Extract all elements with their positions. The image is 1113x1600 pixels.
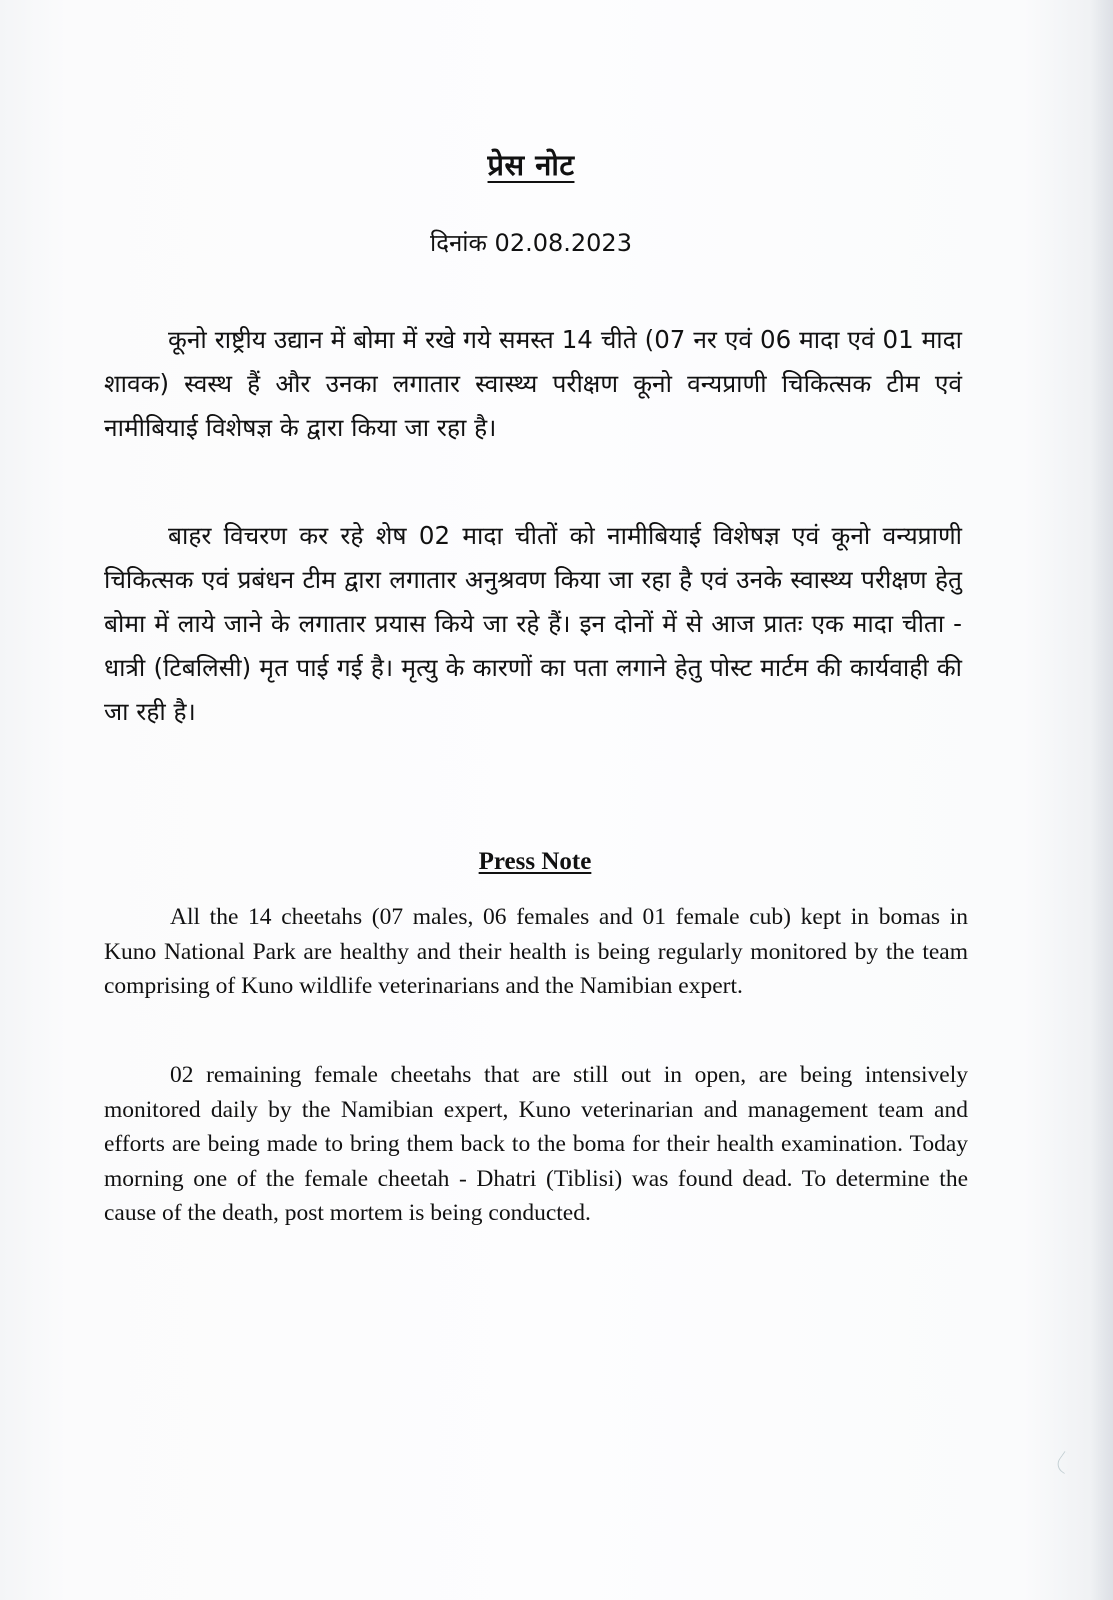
hindi-date: दिनांक 02.08.2023	[430, 229, 632, 257]
english-paragraph-1: All the 14 cheetahs (07 males, 06 females and 01 female cub) kept in bomas in Kuno National Park are healthy and their health is being regularly monitored by the team comprising of Kuno wildlife veterinarians and the Namibian expert.	[104, 904, 968, 999]
pen-mark	[1054, 1451, 1076, 1474]
english-title: Press Note	[478, 848, 592, 875]
hindi-paragraph-2: बाहर विचरण कर रहे शेष 02 मादा चीतों को नामीबियाई विशेषज्ञ एवं कूनो वन्यप्राणी चिकित्सक एवं प्रबंधन टीम द्वारा लगातार अनुश्रवण किया जा रहा है एवं उनके स्वास्थ्य परीक्षण हेतु बोमा में लाये जाने के लगातार प्रयास किये जा रहे हैं। इन दोनों में से आज प्रातः एक मादा चीता - धात्री (टिबलिसी) मृत पाई गई है। मृत्यु के कारणों का पता लगाने हेतु पोस्ट मार्टम की कार्यवाही की जा रही है।	[104, 521, 962, 726]
hindi-title: प्रेस नोट	[487, 148, 575, 182]
hindi-paragraph-1: कूनो राष्ट्रीय उद्यान में बोमा में रखे गये समस्त 14 चीते (07 नर एवं 06 मादा एवं 01 मादा शावक) स्वस्थ हैं और उनका लगातार स्वास्थ्य परीक्षण कूनो वन्यप्राणी चिकित्सक टीम एवं नामीबियाई विशेषज्ञ के द्वारा किया जा रहा है।	[104, 325, 962, 442]
english-paragraph-2: 02 remaining female cheetahs that are still out in open, are being intensively monitored daily by the Namibian expert, Kuno veterinarian and management team and efforts are being made to bring them back to the boma for their health examination. Today morning one of the female cheetah - Dhatri (Tiblisi) was found dead. To determine the cause of the death, post mortem is being conducted.	[104, 1062, 968, 1226]
paper-edge-shadow	[1091, 0, 1113, 1600]
